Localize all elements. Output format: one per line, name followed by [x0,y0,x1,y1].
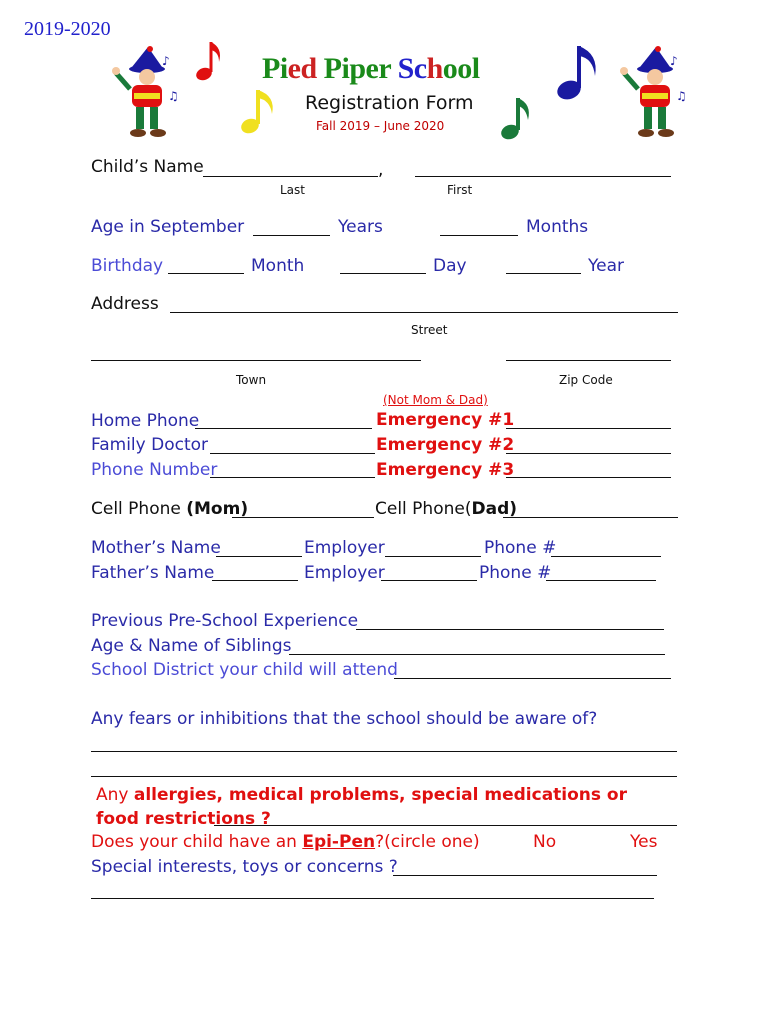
child-last-name-field[interactable] [203,176,378,177]
epipen-no-option[interactable]: No [533,832,557,852]
child-name-label: Child’s Name [91,157,204,177]
allergies-field[interactable] [214,825,677,826]
comma-separator: , [378,160,384,180]
mother-employer-label: Employer [304,538,385,558]
title-part: h [426,52,443,85]
pied-piper-figure-right-icon [618,45,693,140]
father-name-field[interactable] [212,580,298,581]
yellow-music-note-icon [240,82,282,138]
siblings-label: Age & Name of Siblings [91,636,292,656]
svg-text:♪: ♪ [162,54,170,68]
age-years-field[interactable] [253,235,330,236]
form-subtitle: Registration Form [305,92,474,114]
town-field[interactable] [91,360,421,361]
year-label: Year [588,256,624,276]
svg-text:♫: ♫ [676,89,687,103]
mother-employer-field[interactable] [385,556,481,557]
mother-name-label: Mother’s Name [91,538,221,558]
preschool-label: Previous Pre-School Experience [91,611,359,631]
interests-field[interactable] [393,875,657,876]
home-phone-label: Home Phone [91,411,200,431]
emergency2-field[interactable] [506,453,671,454]
cell-mom-field[interactable] [232,517,374,518]
emergency-note: (Not Mom & Dad) [383,393,488,407]
allergies-label: Any allergies, medical problems, special medications or food restrictions ? [96,785,627,829]
street-field[interactable] [170,312,678,313]
father-employer-label: Employer [304,563,385,583]
emergency3-field[interactable] [506,477,671,478]
family-doctor-label: Family Doctor [91,435,208,455]
years-label: Years [338,217,383,237]
svg-text:♪: ♪ [670,54,678,68]
pied-piper-figure-left-icon [110,45,185,140]
months-label: Months [526,217,589,237]
town-sublabel: Town [236,373,267,387]
phone-number-label: Phone Number [91,460,218,480]
father-phone-field[interactable] [546,580,656,581]
street-sublabel: Street [411,323,448,337]
age-months-field[interactable] [440,235,518,236]
emergency3-label: Emergency #3 [376,460,515,480]
fears-field-line1[interactable] [91,751,677,752]
siblings-field[interactable] [289,654,665,655]
cell-dad-field[interactable] [503,517,678,518]
title-part: Piper [323,52,398,85]
emergency1-field[interactable] [506,428,671,429]
home-phone-field[interactable] [195,428,372,429]
season-dates: Fall 2019 – June 2020 [316,119,445,133]
age-label: Age in September [91,217,245,237]
interests-field-line2[interactable] [91,898,654,899]
child-first-name-field[interactable] [415,176,671,177]
red-music-note-icon [195,38,225,83]
birth-year-field[interactable] [506,273,581,274]
zip-code-field[interactable] [506,360,671,361]
emergency1-label: Emergency #1 [376,410,515,430]
zip-sublabel: Zip Code [559,373,613,387]
school-title [262,52,480,86]
day-label: Day [433,256,467,276]
fears-label: Any fears or inhibitions that the school should be aware of? [91,709,598,729]
green-music-note-icon [500,92,534,142]
father-name-label: Father’s Name [91,563,215,583]
emergency2-label: Emergency #2 [376,435,515,455]
mother-name-field[interactable] [216,556,302,557]
birth-month-field[interactable] [168,273,244,274]
month-label: Month [251,256,305,276]
birthday-label: Birthday [91,256,164,276]
preschool-field[interactable] [356,629,664,630]
blue-music-note-icon [555,40,603,104]
doctor-phone-field[interactable] [210,477,375,478]
mother-phone-field[interactable] [551,556,661,557]
title-part: Pi [262,52,288,85]
family-doctor-field[interactable] [210,453,375,454]
title-part: ed [287,52,324,85]
first-sublabel: First [447,183,473,197]
birth-day-field[interactable] [340,273,426,274]
district-field[interactable] [394,678,671,679]
cell-dad-label: Cell Phone(Dad) [375,499,518,519]
epipen-label: Does your child have an Epi-Pen?(circle one) [91,832,480,852]
father-employer-field[interactable] [381,580,477,581]
title-part: ool [442,52,480,85]
father-phone-label: Phone # [479,563,552,583]
cell-mom-label: Cell Phone (Mom) [91,499,249,519]
mother-phone-label: Phone # [484,538,557,558]
interests-label: Special interests, toys or concerns ? [91,857,398,877]
last-sublabel: Last [280,183,305,197]
svg-text:♫: ♫ [168,89,179,103]
district-label: School District your child will attend [91,660,398,680]
title-part: Sc [397,52,427,85]
fears-field-line2[interactable] [91,776,677,777]
epipen-yes-option[interactable]: Yes [630,832,658,852]
school-year: 2019-2020 [24,18,111,40]
address-label: Address [91,294,159,314]
